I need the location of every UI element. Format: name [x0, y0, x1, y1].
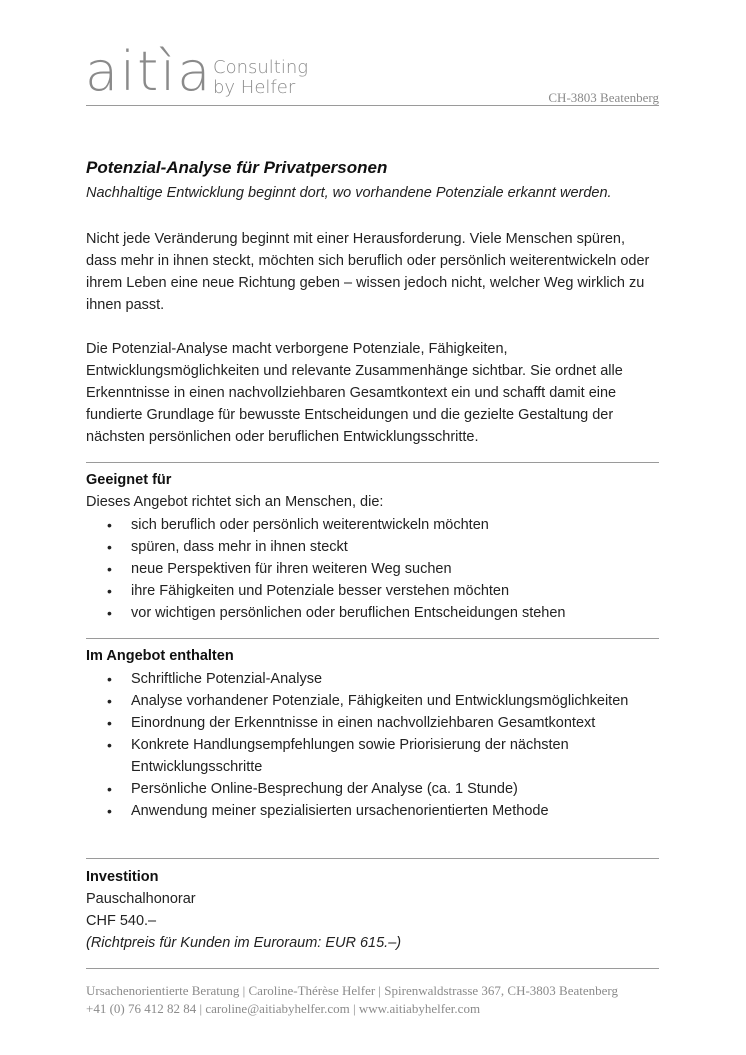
footer-contact: +41 (0) 76 412 82 84 | caroline@aitiabyhelfer.com | www.aitiabyhelfer.com	[86, 1001, 481, 1016]
page-title: Potenzial-Analyse für Privatpersonen	[86, 158, 388, 177]
investment-note: (Richtpreis für Kunden im Euroraum: EUR 615.–)	[86, 935, 402, 951]
page-subtitle: Nachhaltige Entwicklung beginnt dort, wo vorhandene Potenziale erkannt werden.	[86, 185, 612, 201]
section-divider	[86, 462, 659, 463]
logo-subtitle	[213, 58, 308, 98]
list-item: • Anwendung meiner spezialisierten ursachenorientierten Methode	[86, 800, 646, 822]
list-item: • Analyse vorhandener Potenziale, Fähigkeiten und Entwicklungsmöglichkeiten	[86, 690, 646, 712]
list-item: • Persönliche Online-Besprechung der Analyse (ca. 1 Stunde)	[86, 778, 646, 800]
investment-type: Pauschalhonorar	[86, 891, 196, 907]
suitable-intro: Dieses Angebot richtet sich an Menschen, die:	[86, 494, 384, 510]
section-divider	[86, 858, 659, 859]
investment-price: CHF 540.–	[86, 913, 157, 929]
suitable-heading: Geeignet für	[86, 472, 172, 488]
list-item: • vor wichtigen persönlichen oder beruflichen Entscheidungen stehen	[86, 602, 646, 624]
header-location: CH-3803 Beatenberg	[548, 90, 659, 105]
description-paragraph: Die Potenzial-Analyse macht verborgene Potenziale, Fähigkeiten, Entwicklungsmöglichkeiten und relevante Zusammenhänge sichtbar. Sie ordnet alle Erkenntnisse in einen nachvollziehbaren Gesamtkontext ein und schafft damit eine fundierte Grundlage für bewusste Entscheidungen und die gezielte Gestaltung der nächsten persönlichen oder beruflichen Entwicklungsschritte.	[86, 341, 623, 445]
intro-paragraph: Nicht jede Veränderung beginnt mit einer Herausforderung. Viele Menschen spüren, dass mehr in ihnen steckt, möchten sich beruflich oder persönlich weiterentwickeln oder ihrem Leben eine neue Richtung geben – wissen jedoch nicht, welcher Weg wirklich zu ihnen passt.	[86, 231, 650, 313]
logo-subtitle-line2: by Helfer	[213, 77, 296, 98]
logo-subtitle-line1: Consulting	[213, 57, 309, 78]
page-footer	[86, 982, 661, 1018]
included-heading: Im Angebot enthalten	[86, 648, 234, 664]
list-item: • Konkrete Handlungsempfehlungen sowie Priorisierung der nächsten Entwicklungsschritte	[86, 734, 646, 778]
list-item: • neue Perspektiven für ihren weiteren Weg suchen	[86, 558, 646, 580]
list-item: • spüren, dass mehr in ihnen steckt	[86, 536, 646, 558]
section-divider	[86, 638, 659, 639]
list-item: • Einordnung der Erkenntnisse in einen nachvollziehbaren Gesamtkontext	[86, 712, 646, 734]
footer-address: Ursachenorientierte Beratung | Caroline-Thérèse Helfer | Spirenwaldstrasse 367, CH-3803 Beatenberg	[86, 983, 619, 998]
list-item: • Schriftliche Potenzial-Analyse	[86, 668, 646, 690]
logo-wordmark: aitìa	[85, 40, 213, 103]
header-divider	[86, 105, 659, 106]
investment-heading: Investition	[86, 869, 159, 885]
list-item: • ihre Fähigkeiten und Potenziale besser verstehen möchten	[86, 580, 646, 602]
list-item: • sich beruflich oder persönlich weiterentwickeln möchten	[86, 514, 646, 536]
included-list	[86, 668, 646, 822]
footer-divider	[86, 968, 659, 969]
suitable-list	[86, 514, 646, 624]
